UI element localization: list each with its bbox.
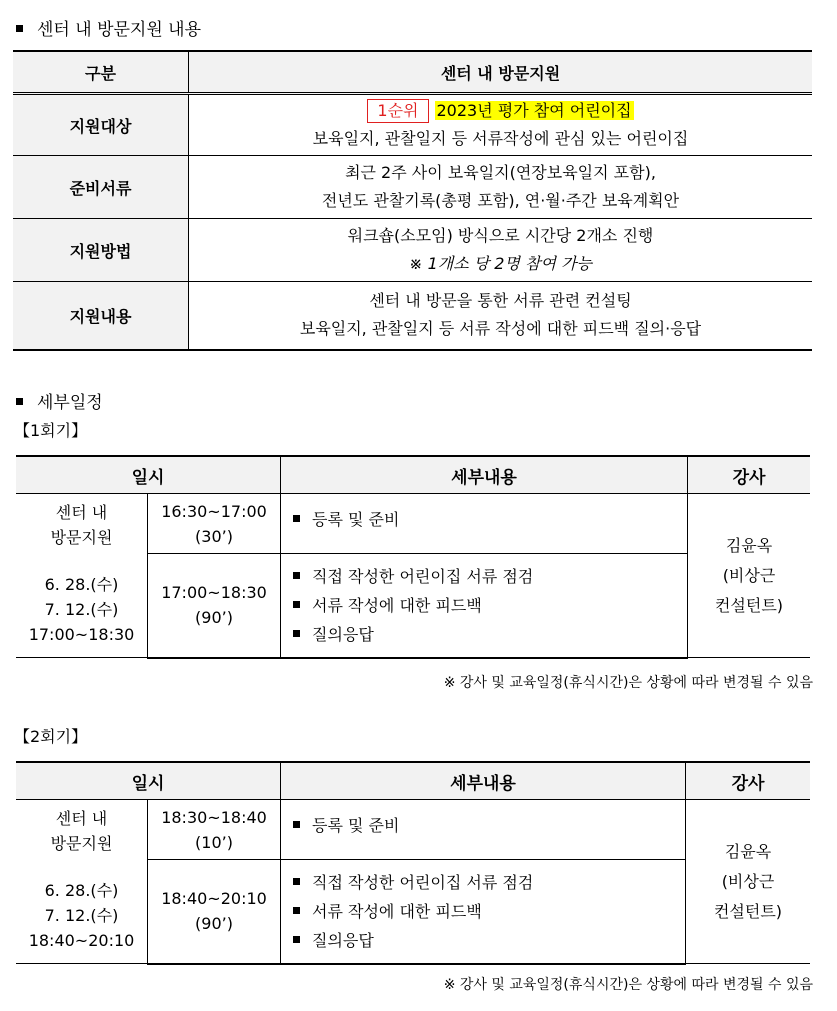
row-label: 준비서류 [13,156,189,219]
row-label: 지원대상 [13,94,189,156]
place-text: 센터 내 [55,503,108,522]
date-cell [16,800,148,964]
time-text: 18:40~20:10 [28,931,135,950]
content-cell [281,860,686,964]
time-text: 17:00~18:30 [28,625,135,644]
schedule-table-session1 [16,455,810,659]
date-text: 6. 28.(수) [44,575,119,594]
row-content [189,94,813,156]
content-item: 서류 작성에 대한 피드백 [312,595,482,615]
rank-badge: 1순위 [367,99,428,123]
time-cell [148,554,281,658]
lecturer-role: 컨설턴트) [713,901,783,921]
highlighted-text: 2023년 평가 참여 어린이집 [436,101,632,120]
content-item: 등록 및 준비 [312,510,400,529]
schedule-note: ※ 강사 및 교육일정(휴식시간)은 상황에 따라 변경될 수 있음 [443,977,813,993]
square-bullet-icon [293,878,300,885]
date-text: 7. 12.(수) [44,906,119,925]
date-text: 6. 28.(수) [44,881,119,900]
schedule-note: ※ 강사 및 교육일정(휴식시간)은 상황에 따라 변경될 수 있음 [443,675,813,691]
lecturer-role: (비상근 [722,565,776,585]
square-bullet-icon [293,821,300,828]
lecturer-name: 김윤옥 [725,535,773,555]
time-cell [148,494,281,554]
header-lecturer: 강사 [688,456,811,494]
schedule-table-session2 [16,761,810,965]
content-item: 직접 작성한 어린이집 서류 점검 [312,872,534,892]
square-bullet-icon [293,630,300,637]
slot-duration: (30’) [195,526,233,546]
row-content [189,156,813,219]
session-label: 【2회기】 [14,727,88,746]
square-bullet-icon [293,936,300,943]
slot-time: 17:00~18:30 [161,583,267,603]
row-text: 보육일지, 관찰일지 등 서류 작성에 대한 피드백 질의·응답 [299,319,702,339]
slot-time: 18:30~18:40 [161,807,267,827]
row-text: 전년도 관찰기록(총평 포함), 연·월·주간 보육계획안 [321,191,680,210]
square-bullet-icon [293,907,300,914]
table-row [16,494,810,554]
slot-time: 18:40~20:10 [161,889,267,909]
lecturer-role: (비상근 [721,871,775,891]
content-item: 등록 및 준비 [312,816,400,835]
row-label: 지원내용 [13,282,189,350]
place-text: 센터 내 [55,809,108,828]
lecturer-role: 컨설턴트) [714,595,784,615]
table-row [13,219,812,282]
time-cell [148,860,281,964]
square-bullet-icon [293,572,300,579]
square-bullet-icon [16,398,23,405]
content-cell [281,494,688,554]
header-lecturer: 강사 [686,762,811,800]
content-item: 서류 작성에 대한 피드백 [312,901,482,921]
lecturer-name: 김윤옥 [724,841,772,861]
square-bullet-icon [293,601,300,608]
row-text: 워크숍(소모임) 방식으로 시간당 2개소 진행 [347,226,654,245]
place-text: 방문지원 [50,528,113,547]
section-heading [16,15,201,40]
content-item: 직접 작성한 어린이집 서류 점검 [312,566,534,586]
header-content: 세부내용 [281,456,688,494]
header-visit-support: 센터 내 방문지원 [189,51,813,94]
table-row [16,800,810,860]
session-label: 【1회기】 [14,421,88,440]
table-row [13,156,812,219]
header-datetime: 일시 [16,762,281,800]
support-content-table [13,50,812,351]
content-item: 질의응답 [312,624,374,644]
header-datetime: 일시 [16,456,281,494]
table-row [13,282,812,350]
date-text: 7. 12.(수) [44,600,119,619]
date-cell [16,494,148,658]
content-cell [281,800,686,860]
section-title: 세부일정 [37,393,103,413]
section-title: 센터 내 방문지원 내용 [37,20,202,40]
header-category: 구분 [13,51,189,94]
lecturer-cell [688,494,811,658]
content-item: 질의응답 [312,930,374,950]
row-text: 보육일지, 관찰일지 등 서류작성에 관심 있는 어린이집 [312,129,689,148]
row-content [189,282,813,350]
section-heading [16,388,103,413]
row-text: 센터 내 방문을 통한 서류 관련 컨설팅 [369,291,632,311]
content-cell [281,554,688,658]
row-label: 지원방법 [13,219,189,282]
slot-time: 16:30~17:00 [161,501,267,521]
row-content [189,219,813,282]
slot-duration: (90’) [195,914,233,934]
lecturer-cell [686,800,811,964]
row-text: 최근 2주 사이 보육일지(연장보육일지 포함), [345,163,656,182]
square-bullet-icon [293,515,300,522]
header-content: 세부내용 [281,762,686,800]
square-bullet-icon [16,25,23,32]
place-text: 방문지원 [50,834,113,853]
table-row [13,94,812,156]
slot-duration: (90’) [195,608,233,628]
time-cell [148,800,281,860]
row-note: ※ 1개소 당 2명 참여 가능 [409,254,592,273]
slot-duration: (10’) [195,832,233,852]
